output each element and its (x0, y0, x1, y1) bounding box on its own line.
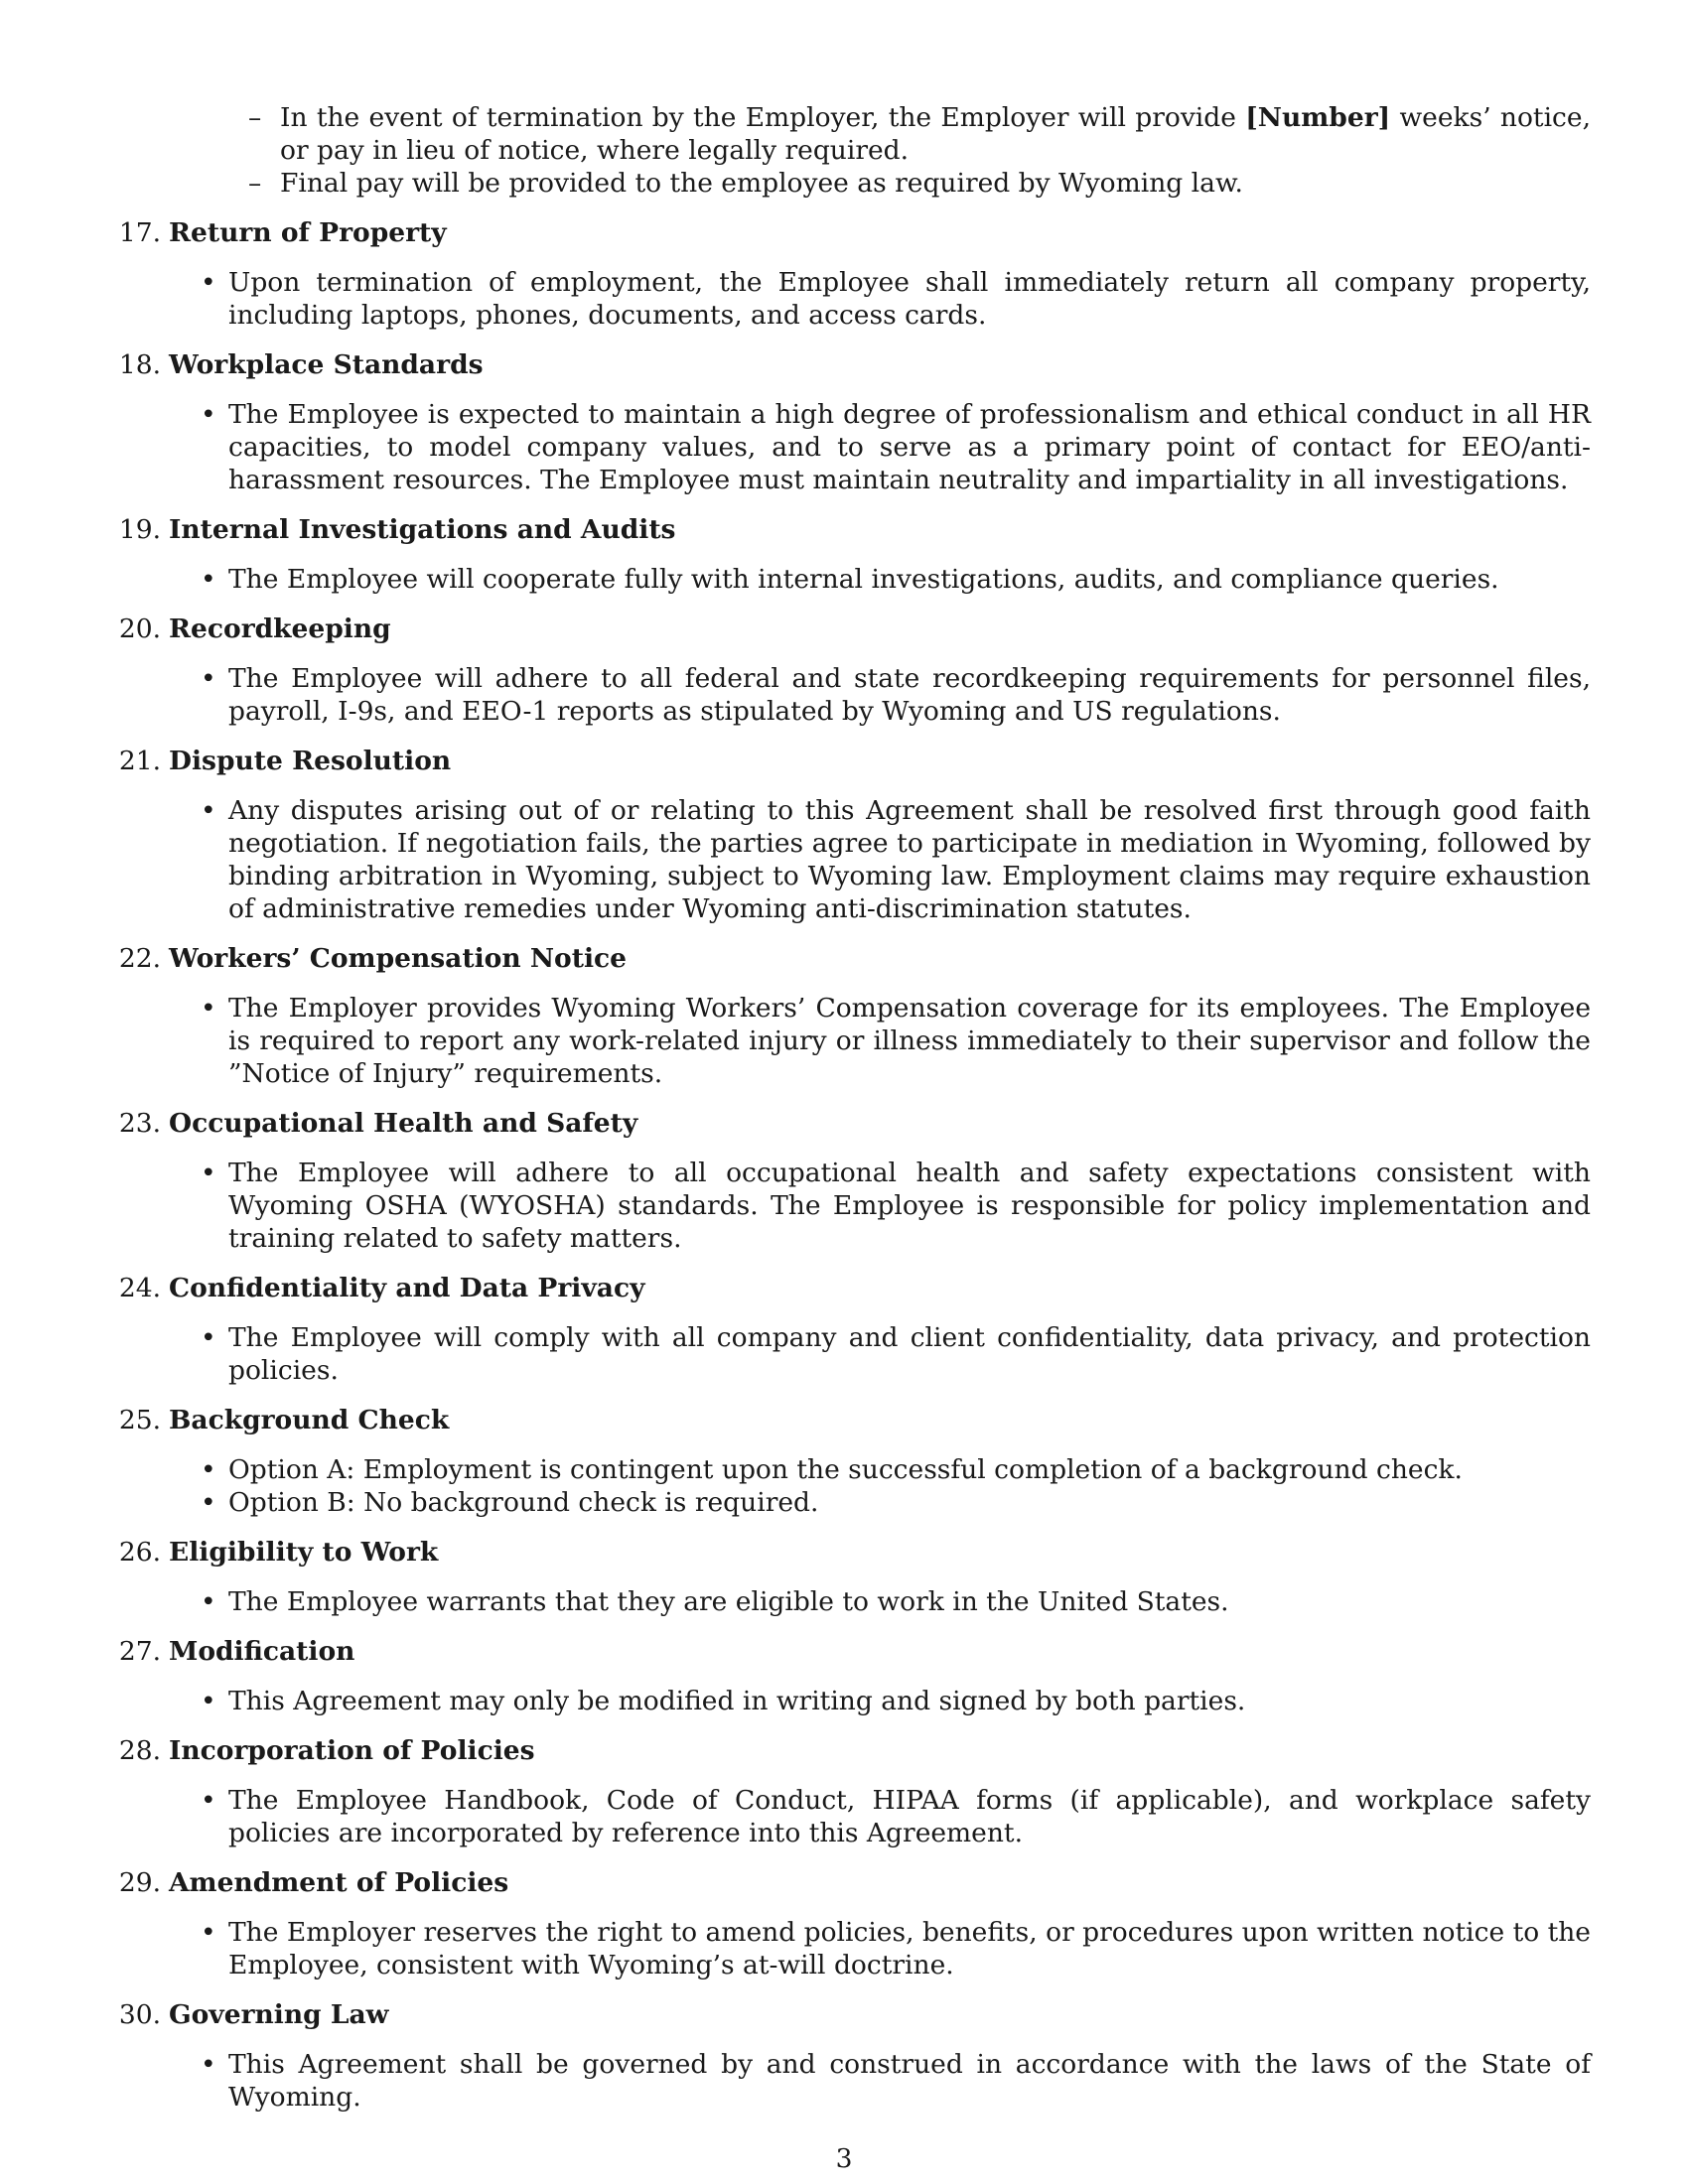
section-heading (117, 1536, 1591, 1569)
section-number: 19. (118, 514, 161, 545)
section-number: 17. (118, 217, 161, 248)
page-number: 3 (835, 2143, 853, 2174)
section-number: 27. (118, 1636, 161, 1667)
bullet-item: • The Employee will cooperate fully with internal investigations, audits, and compliance queries. (228, 563, 1591, 596)
section-number: 24. (118, 1273, 161, 1303)
section (117, 1107, 1591, 1255)
bullet-item: • The Employee will adhere to all occupational health and safety expectations consistent with Wyoming OSHA (WYOSHA) standards. The Employee is responsible for policy implementation and training related to safety matters. (228, 1157, 1591, 1255)
section-heading (117, 745, 1591, 777)
section-title: Governing Law (169, 1999, 389, 2030)
bullet-item: • This Agreement shall be governed by and construed in accordance with the laws of the State of Wyoming. (228, 2048, 1591, 2114)
section-number: 29. (118, 1867, 161, 1898)
section (117, 348, 1591, 496)
section-bullets (117, 662, 1591, 728)
section-heading (117, 1998, 1591, 2031)
termination-note-text: Final pay will be provided to the employee as required by Wyoming law. (280, 168, 1243, 199)
section (117, 1734, 1591, 1849)
section-bullets (117, 992, 1591, 1090)
section-bullets (117, 1321, 1591, 1387)
section (117, 942, 1591, 1090)
bullet-item: • The Employer reserves the right to amend policies, benefits, or procedures upon written notice to the Employee, consistent with Wyoming’s at-will doctrine. (228, 1916, 1591, 1981)
bullet-item: • The Employee is expected to maintain a high degree of professionalism and ethical conduct in all HR capacities, to model company values, and to serve as a primary point of contact for EEO/anti-harassment resources. The Employee must maintain neutrality and impartiality in all investigations. (228, 398, 1591, 496)
section-bullets (117, 1453, 1591, 1519)
section-number: 22. (118, 943, 161, 974)
section (117, 1635, 1591, 1717)
section-title: Workers’ Compensation Notice (169, 943, 628, 974)
section-title: Return of Property (169, 217, 447, 248)
section-bullets (117, 2048, 1591, 2114)
section-title: Background Check (169, 1405, 450, 1435)
termination-note-text: weeks’ notice, or pay in lieu of notice, where legally required. (280, 102, 1592, 166)
section (117, 513, 1591, 596)
section-title: Confidentiality and Data Privacy (169, 1273, 645, 1303)
number-placeholder: [Number] (1245, 102, 1391, 133)
section-bullets (117, 398, 1591, 496)
section-title: Recordkeeping (169, 614, 391, 644)
termination-notes-list (280, 101, 1591, 200)
section-heading (117, 942, 1591, 975)
section-heading (117, 348, 1591, 381)
section-bullets (117, 266, 1591, 332)
section-heading (117, 1866, 1591, 1899)
section-heading (117, 513, 1591, 546)
section-heading (117, 1635, 1591, 1668)
section-bullets (117, 1585, 1591, 1618)
section-number: 28. (118, 1735, 161, 1766)
bullet-item: • The Employee will comply with all company and client confidentiality, data privacy, and protection policies. (228, 1321, 1591, 1387)
section-bullets (117, 1916, 1591, 1981)
section (117, 1998, 1591, 2114)
bullet-item: • Any disputes arising out of or relating to this Agreement shall be resolved first through good faith negotiation. If negotiation fails, the parties agree to participate in mediation in Wyoming, followed by binding arbitration in Wyoming, subject to Wyoming law. Employment claims may require exhaustion of administrative remedies under Wyoming anti-discrimination statutes. (228, 794, 1591, 925)
bullet-item: • Option B: No background check is required. (228, 1486, 1591, 1519)
termination-note-text: In the event of termination by the Employer, the Employer will provide (280, 102, 1246, 133)
section-heading (117, 1734, 1591, 1767)
section-title: Occupational Health and Safety (169, 1108, 638, 1139)
bullet-item: • This Agreement may only be modified in writing and signed by both parties. (228, 1685, 1591, 1717)
section (117, 613, 1591, 728)
bullet-item: • Upon termination of employment, the Employee shall immediately return all company property, including laptops, phones, documents, and access cards. (228, 266, 1591, 332)
section-heading (117, 1404, 1591, 1436)
section-bullets (117, 1685, 1591, 1717)
section-number: 26. (118, 1537, 161, 1568)
section-number: 21. (118, 746, 161, 776)
section-number: 30. (118, 1999, 161, 2030)
bullet-item: • The Employee Handbook, Code of Conduct, HIPAA forms (if applicable), and workplace safety policies are incorporated by reference into this Agreement. (228, 1784, 1591, 1849)
section-number: 25. (118, 1405, 161, 1435)
section-heading (117, 1272, 1591, 1304)
section-title: Modification (169, 1636, 355, 1667)
section-bullets (117, 1784, 1591, 1849)
bullet-item: • Option A: Employment is contingent upon the successful completion of a background check. (228, 1453, 1591, 1486)
bullet-item: • The Employer provides Wyoming Workers’ Compensation coverage for its employees. The Employee is required to report any work-related injury or illness immediately to their supervisor and follow the ”Notice of Injury” requirements. (228, 992, 1591, 1090)
section (117, 1536, 1591, 1618)
section (117, 1272, 1591, 1387)
termination-note (280, 167, 1591, 200)
sections-list (117, 216, 1591, 2130)
section-title: Eligibility to Work (169, 1537, 439, 1568)
section-bullets (117, 563, 1591, 596)
section-title: Workplace Standards (169, 349, 484, 380)
section-bullets (117, 794, 1591, 925)
section-title: Incorporation of Policies (169, 1735, 535, 1766)
section-number: 23. (118, 1108, 161, 1139)
section-title: Dispute Resolution (169, 746, 452, 776)
section-heading (117, 613, 1591, 645)
section-number: 20. (118, 614, 161, 644)
bullet-item: • The Employee warrants that they are eligible to work in the United States. (228, 1585, 1591, 1618)
section-heading (117, 216, 1591, 249)
section-number: 18. (118, 349, 161, 380)
section (117, 216, 1591, 332)
section (117, 745, 1591, 925)
section-bullets (117, 1157, 1591, 1255)
section-title: Amendment of Policies (169, 1867, 509, 1898)
section (117, 1866, 1591, 1981)
termination-note (280, 101, 1591, 167)
section-title: Internal Investigations and Audits (169, 514, 676, 545)
section-heading (117, 1107, 1591, 1140)
section (117, 1404, 1591, 1519)
bullet-item: • The Employee will adhere to all federal and state recordkeeping requirements for personnel files, payroll, I-9s, and EEO-1 reports as stipulated by Wyoming and US regulations. (228, 662, 1591, 728)
